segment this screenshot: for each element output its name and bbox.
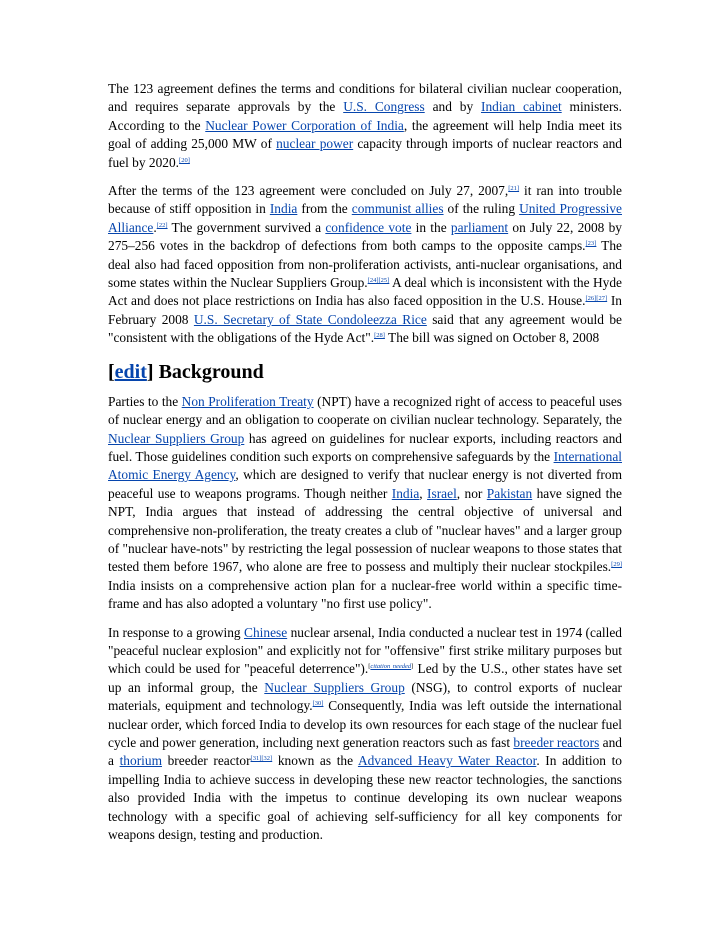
link-parliament[interactable]: parliament bbox=[450, 219, 509, 235]
text: and a bbox=[108, 735, 622, 769]
citation-22[interactable]: [22] bbox=[156, 221, 168, 229]
text: (NSG), to control exports of nuclear materials, equipment and technology. bbox=[108, 679, 622, 714]
link-israel[interactable]: Israel bbox=[427, 485, 457, 501]
text: In February 2008 bbox=[108, 293, 622, 327]
link-condoleezza-rice[interactable]: U.S. Secretary of State Condoleezza Rice bbox=[193, 311, 427, 327]
section-heading-background bbox=[108, 360, 622, 384]
text: . In addition to impelling India to achieve success in developing these new reactor technologies, the sanctions also provided India with the impetus to continue developing its own nuclear weapons technology with a specific goal of achieving self-sufficiency for all key components for weapons design, testing and production. bbox=[108, 753, 623, 843]
citation-24-25[interactable]: [24][25] bbox=[367, 277, 390, 285]
link-breeder-reactors[interactable]: breeder reactors bbox=[513, 735, 600, 750]
citation-needed[interactable] bbox=[370, 663, 411, 670]
paragraph-chinese-arsenal: In response to a growing Chinese nuclear arsenal, India conducted a nuclear test in 1974 (called "peaceful nuclear explosion" and explicitly not for "offensive" first strike military purposes but which could be used for "peaceful deterrence").[citation needed] Led by the U.S., other states have set up an informal group, the Nuclear Suppliers Group (NSG), to control exports of nuclear materials, equipment and technology.[30] Consequently, India was left outside the international nuclear order, which forced India to develop its own resources for each stage of the nuclear fuel cycle and power generation, including next generation reactors such as fast breeder reactors and a thorium breeder reactor[31][32] known as the Advanced Heavy Water Reactor. In addition to impelling India to achieve success in developing these new reactor technologies, the sanctions also provided India with the impetus to continue developing its own nuclear weapons technology with a specific goal of achieving self-sufficiency for all key components for weapons design, testing and production. bbox=[108, 624, 623, 843]
paragraph-npt bbox=[108, 393, 622, 614]
citation-21[interactable]: [21] bbox=[508, 185, 520, 193]
text: In response to a growing bbox=[108, 624, 245, 640]
citation-20[interactable]: [20] bbox=[179, 156, 190, 164]
text: ministers. According to the bbox=[108, 99, 622, 133]
link-communist-allies[interactable]: communist allies bbox=[351, 201, 444, 217]
text: , which are designed to verify that nuclear energy is not diverted from peaceful use to weapons programs. Though neither bbox=[108, 467, 622, 501]
text: has agreed on guidelines for nuclear exports, including reactors and fuel. Those guidelines condition such exports on comprehensive safeguards by the bbox=[108, 430, 622, 464]
bracket: ] bbox=[146, 360, 154, 383]
link-pakistan[interactable]: Pakistan bbox=[486, 485, 533, 501]
paragraph-opposition bbox=[108, 182, 622, 348]
link-ahwr[interactable]: Advanced Heavy Water Reactor bbox=[357, 753, 537, 769]
heading-title: Background bbox=[153, 360, 264, 383]
text: The 123 agreement defines the terms and conditions for bilateral civilian nuclear cooperation, and requires separate approvals by the bbox=[108, 81, 622, 115]
text: The bill was signed on October 8, 2008 bbox=[384, 330, 600, 346]
citation-29[interactable]: [29] bbox=[611, 561, 622, 569]
text: . bbox=[153, 219, 157, 235]
citation-28[interactable]: [28] bbox=[374, 332, 385, 340]
link-indian-cabinet[interactable]: Indian cabinet bbox=[480, 99, 562, 115]
text: , nor bbox=[456, 485, 487, 501]
text: Parties to the bbox=[108, 393, 182, 409]
text: After the terms of the 123 agreement were concluded on July 27, 2007, bbox=[108, 183, 509, 199]
bracket: [ bbox=[108, 360, 115, 383]
text: and by bbox=[424, 99, 481, 115]
text: in the bbox=[411, 219, 451, 235]
text: Led by the U.S., other states have set up an informal group, the bbox=[108, 661, 622, 695]
citation-23[interactable]: [23] bbox=[585, 240, 597, 248]
link-npt[interactable]: Non Proliferation Treaty bbox=[181, 393, 314, 409]
text: The deal also had faced opposition from non-proliferation activists, anti-nuclear organisations, and some states within the Nuclear Suppliers Group. bbox=[108, 238, 622, 291]
text: (NPT) have a recognized right of access to peaceful uses of nuclear energy and an obligation to cooperate on civilian nuclear technology. Separately, the bbox=[108, 393, 623, 428]
citation-26-27[interactable]: [26][27] bbox=[585, 295, 608, 303]
text: capacity through imports of nuclear reactors and fuel by 2020. bbox=[108, 136, 622, 170]
citation-30[interactable]: [30] bbox=[312, 700, 324, 708]
text: known as the bbox=[272, 753, 358, 769]
article-body bbox=[108, 80, 622, 854]
citation-needed-text: citation needed bbox=[370, 663, 412, 671]
link-us-congress[interactable]: U.S. Congress bbox=[343, 99, 425, 115]
link-nsg[interactable]: Nuclear Suppliers Group bbox=[264, 679, 405, 695]
link-india[interactable]: India bbox=[391, 485, 420, 501]
link-nsg[interactable]: Nuclear Suppliers Group bbox=[108, 430, 245, 446]
text: Consequently, India was left outside the international nuclear order, which forced India to develop its own resources for each stage of the nuclear fuel cycle and power generation, including next generation reactors such as fast bbox=[108, 698, 622, 750]
text: it ran into trouble because of stiff opposition in bbox=[108, 183, 622, 217]
text: have signed the NPT, India argues that instead of addressing the central objective of universal and comprehensive non-proliferation, the treaty creates a club of "nuclear haves" and a larger group of "nuclear have-nots" by restricting the legal possession of nuclear weapons to those states that tested them before 1967, who alone are free to possess and multiply their nuclear stockpiles. bbox=[108, 485, 622, 575]
link-confidence-vote[interactable]: confidence vote bbox=[325, 219, 412, 235]
text: India insists on a comprehensive action plan for a nuclear-free world within a specific time-frame and has also adopted a voluntary "no first use policy". bbox=[108, 577, 622, 612]
paragraph-123-agreement bbox=[108, 80, 622, 172]
link-iaea[interactable]: International Atomic Energy Agency bbox=[108, 448, 622, 483]
text: , the agreement will help India meet its goal of adding 25,000 MW of bbox=[108, 117, 622, 152]
text: of the ruling bbox=[443, 201, 520, 217]
link-upa[interactable]: United Progressive Alliance bbox=[108, 201, 622, 235]
text: , bbox=[419, 485, 428, 501]
edit-link[interactable]: edit bbox=[114, 360, 147, 383]
link-nuclear-power[interactable]: nuclear power bbox=[276, 136, 354, 152]
text: nuclear arsenal, India conducted a nuclear test in 1974 (called "peaceful nuclear explosion" and explicitly not for "offensive" first strike military purposes but which could be used for "peaceful deterrence"). bbox=[108, 624, 622, 677]
text: from the bbox=[297, 201, 352, 217]
link-thorium[interactable]: thorium bbox=[119, 753, 162, 769]
text: said that any agreement would be "consistent with the obligations of the Hyde Act". bbox=[108, 311, 622, 346]
link-india[interactable]: India bbox=[269, 201, 298, 217]
link-chinese[interactable]: Chinese bbox=[244, 624, 288, 640]
text: The government survived a bbox=[167, 219, 326, 235]
text: breeder reactor bbox=[161, 753, 251, 769]
text: A deal which is inconsistent with the Hyde Act and does not place restrictions on India has also faced opposition in the U.S. House. bbox=[108, 275, 622, 309]
text: on July 22, 2008 by 275–256 votes in the backdrop of defections from both camps to the opposite camps. bbox=[108, 219, 622, 254]
link-npcil[interactable]: Nuclear Power Corporation of India bbox=[205, 117, 404, 133]
citation-31-32[interactable]: [31][32] bbox=[250, 755, 273, 763]
